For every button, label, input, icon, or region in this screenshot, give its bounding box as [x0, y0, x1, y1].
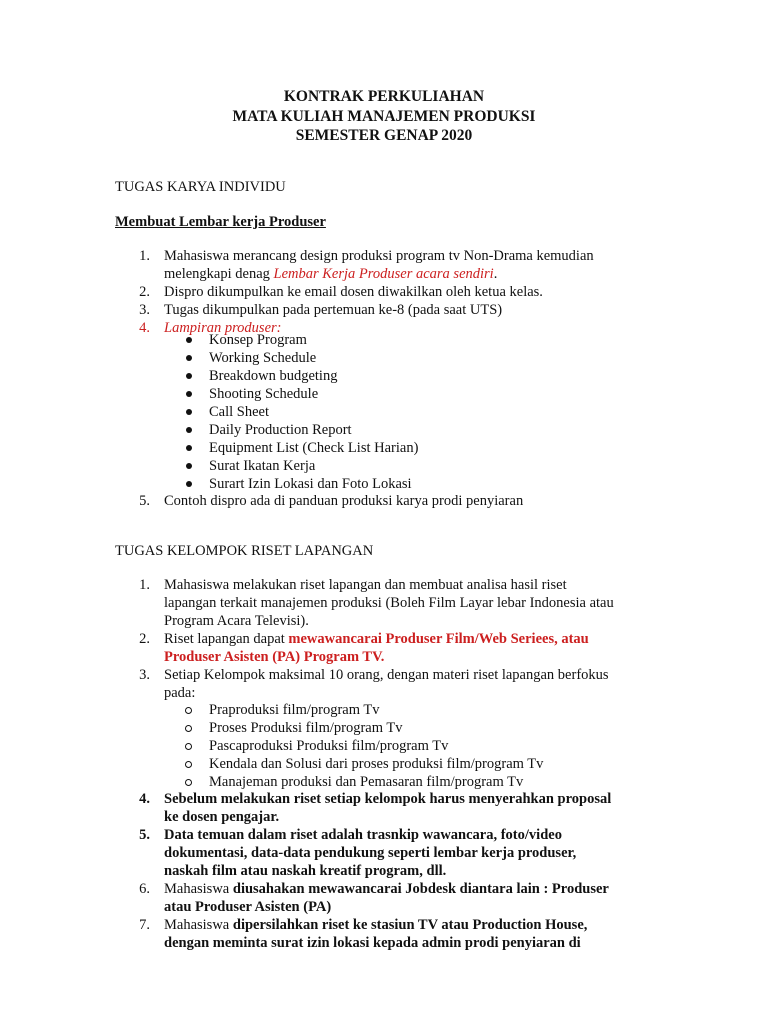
highlight-wawancara: mewawancarai Produser Film/Web Seriees, atau — [288, 631, 589, 647]
fokus-item: Proses Produksi film/program Tv — [209, 720, 403, 736]
list-item-text: pada: — [164, 685, 196, 701]
list-number: 1. — [139, 577, 150, 593]
list-item-text: melengkapi denag — [164, 266, 274, 282]
list-item-bold: dengan meminta surat izin lokasi kepada admin prodi penyiaran di — [164, 935, 581, 951]
bullet-icon — [186, 481, 192, 487]
list-item-bold: dipersilahkan riset ke stasiun TV atau Production House, — [232, 917, 588, 933]
list-item-bold: atau Produser Asisten (PA) — [164, 899, 332, 915]
list-number: 7. — [139, 917, 150, 933]
list-number: 4. — [139, 320, 150, 336]
lampiran-item: Surat Ikatan Kerja — [209, 458, 316, 474]
list-number: 5. — [139, 493, 150, 509]
section-heading-kelompok: TUGAS KELOMPOK RISET LAPANGAN — [115, 543, 374, 559]
list-item-text: ke dosen pengajar. — [164, 809, 280, 825]
subheading-lembar-kerja: Membuat Lembar kerja Produser — [115, 214, 326, 230]
list-item-line — [164, 916, 652, 934]
circle-bullet-icon — [185, 761, 192, 768]
bullet-icon — [186, 427, 192, 433]
list-item-text: Setiap Kelompok maksimal 10 orang, dengan materi riset lapangan berfokus — [164, 667, 609, 683]
circle-bullet-icon — [185, 725, 192, 732]
fokus-item: Manajeman produksi dan Pemasaran film/program Tv — [209, 774, 524, 790]
list-number: 3. — [139, 667, 150, 683]
bullet-icon — [186, 445, 192, 451]
list-number: 5. — [139, 827, 150, 843]
title-line-2: MATA KULIAH MANAJEMEN PRODUKSI — [232, 108, 536, 125]
bullet-icon — [186, 463, 192, 469]
lampiran-item: Surart Izin Lokasi dan Foto Lokasi — [209, 476, 412, 492]
list-number: 3. — [139, 302, 150, 318]
list-item-end: . — [493, 266, 498, 282]
section-heading-individu: TUGAS KARYA INDIVIDU — [115, 179, 286, 195]
fokus-item: Praproduksi film/program Tv — [209, 702, 380, 718]
list-item-text: lapangan terkait manajemen produksi (Boleh Film Layar lebar Indonesia atau — [164, 595, 614, 611]
list-item-text: Tugas dikumpulkan pada pertemuan ke-8 (pada saat UTS) — [164, 302, 503, 318]
bullet-icon — [186, 391, 192, 397]
bullet-icon — [186, 409, 192, 415]
title-line-1: KONTRAK PERKULIAHAN — [283, 88, 485, 105]
list-number: 1. — [139, 248, 150, 264]
list-item-continuation — [164, 265, 652, 283]
circle-bullet-icon — [185, 707, 192, 714]
list-item-text: naskah film atau naskah kreatif program, dll. — [164, 863, 447, 879]
bullet-icon — [186, 337, 192, 343]
highlight-wawancara-cont: Produser Asisten (PA) Program TV. — [164, 649, 385, 665]
lampiran-item: Working Schedule — [209, 350, 317, 366]
list-item-text: Mahasiswa melakukan riset lapangan dan membuat analisa hasil riset — [164, 577, 567, 593]
lampiran-item: Konsep Program — [209, 332, 307, 348]
list-item-bold: diusahakan mewawancarai Jobdesk diantara lain : Produser — [232, 881, 609, 897]
list-item-text: Contoh dispro ada di panduan produksi karya prodi penyiaran — [164, 493, 524, 509]
list-item-text: Program Acara Televisi). — [164, 613, 309, 629]
list-item-line — [164, 880, 652, 898]
list-item-text: Sebelum melakukan riset setiap kelompok harus menyerahkan proposal — [164, 791, 612, 807]
list-item-text: dokumentasi, data-data pendukung seperti lembar kerja produser, — [164, 845, 577, 861]
highlight-lampiran: Lampiran produser: — [164, 320, 282, 336]
lampiran-item: Equipment List (Check List Harian) — [209, 440, 419, 456]
list-item-line — [164, 630, 652, 648]
list-number: 2. — [139, 284, 150, 300]
bullet-icon — [186, 355, 192, 361]
highlight-lembar-kerja: Lembar Kerja Produser acara sendiri — [273, 266, 494, 282]
list-number: 6. — [139, 881, 150, 897]
lampiran-item: Shooting Schedule — [209, 386, 319, 402]
list-item-text: Dispro dikumpulkan ke email dosen diwakilkan oleh ketua kelas. — [164, 284, 543, 300]
list-item-text: Data temuan dalam riset adalah trasnkip wawancara, foto/video — [164, 827, 562, 843]
list-item-text: Riset lapangan dapat — [164, 631, 289, 647]
bullet-icon — [186, 373, 192, 379]
fokus-item: Pascaproduksi Produksi film/program Tv — [209, 738, 449, 754]
fokus-item: Kendala dan Solusi dari proses produksi film/program Tv — [209, 756, 544, 772]
title-line-3: SEMESTER GENAP 2020 — [295, 127, 473, 144]
list-number: 2. — [139, 631, 150, 647]
list-item-text: Mahasiswa — [164, 917, 233, 933]
list-item-text: Mahasiswa merancang design produksi program tv Non-Drama kemudian — [164, 248, 594, 264]
lampiran-item: Breakdown budgeting — [209, 368, 338, 384]
lampiran-item: Daily Production Report — [209, 422, 352, 438]
list-number: 4. — [139, 791, 150, 807]
list-item-text: Mahasiswa — [164, 881, 233, 897]
circle-bullet-icon — [185, 779, 192, 786]
circle-bullet-icon — [185, 743, 192, 750]
lampiran-item: Call Sheet — [209, 404, 270, 420]
